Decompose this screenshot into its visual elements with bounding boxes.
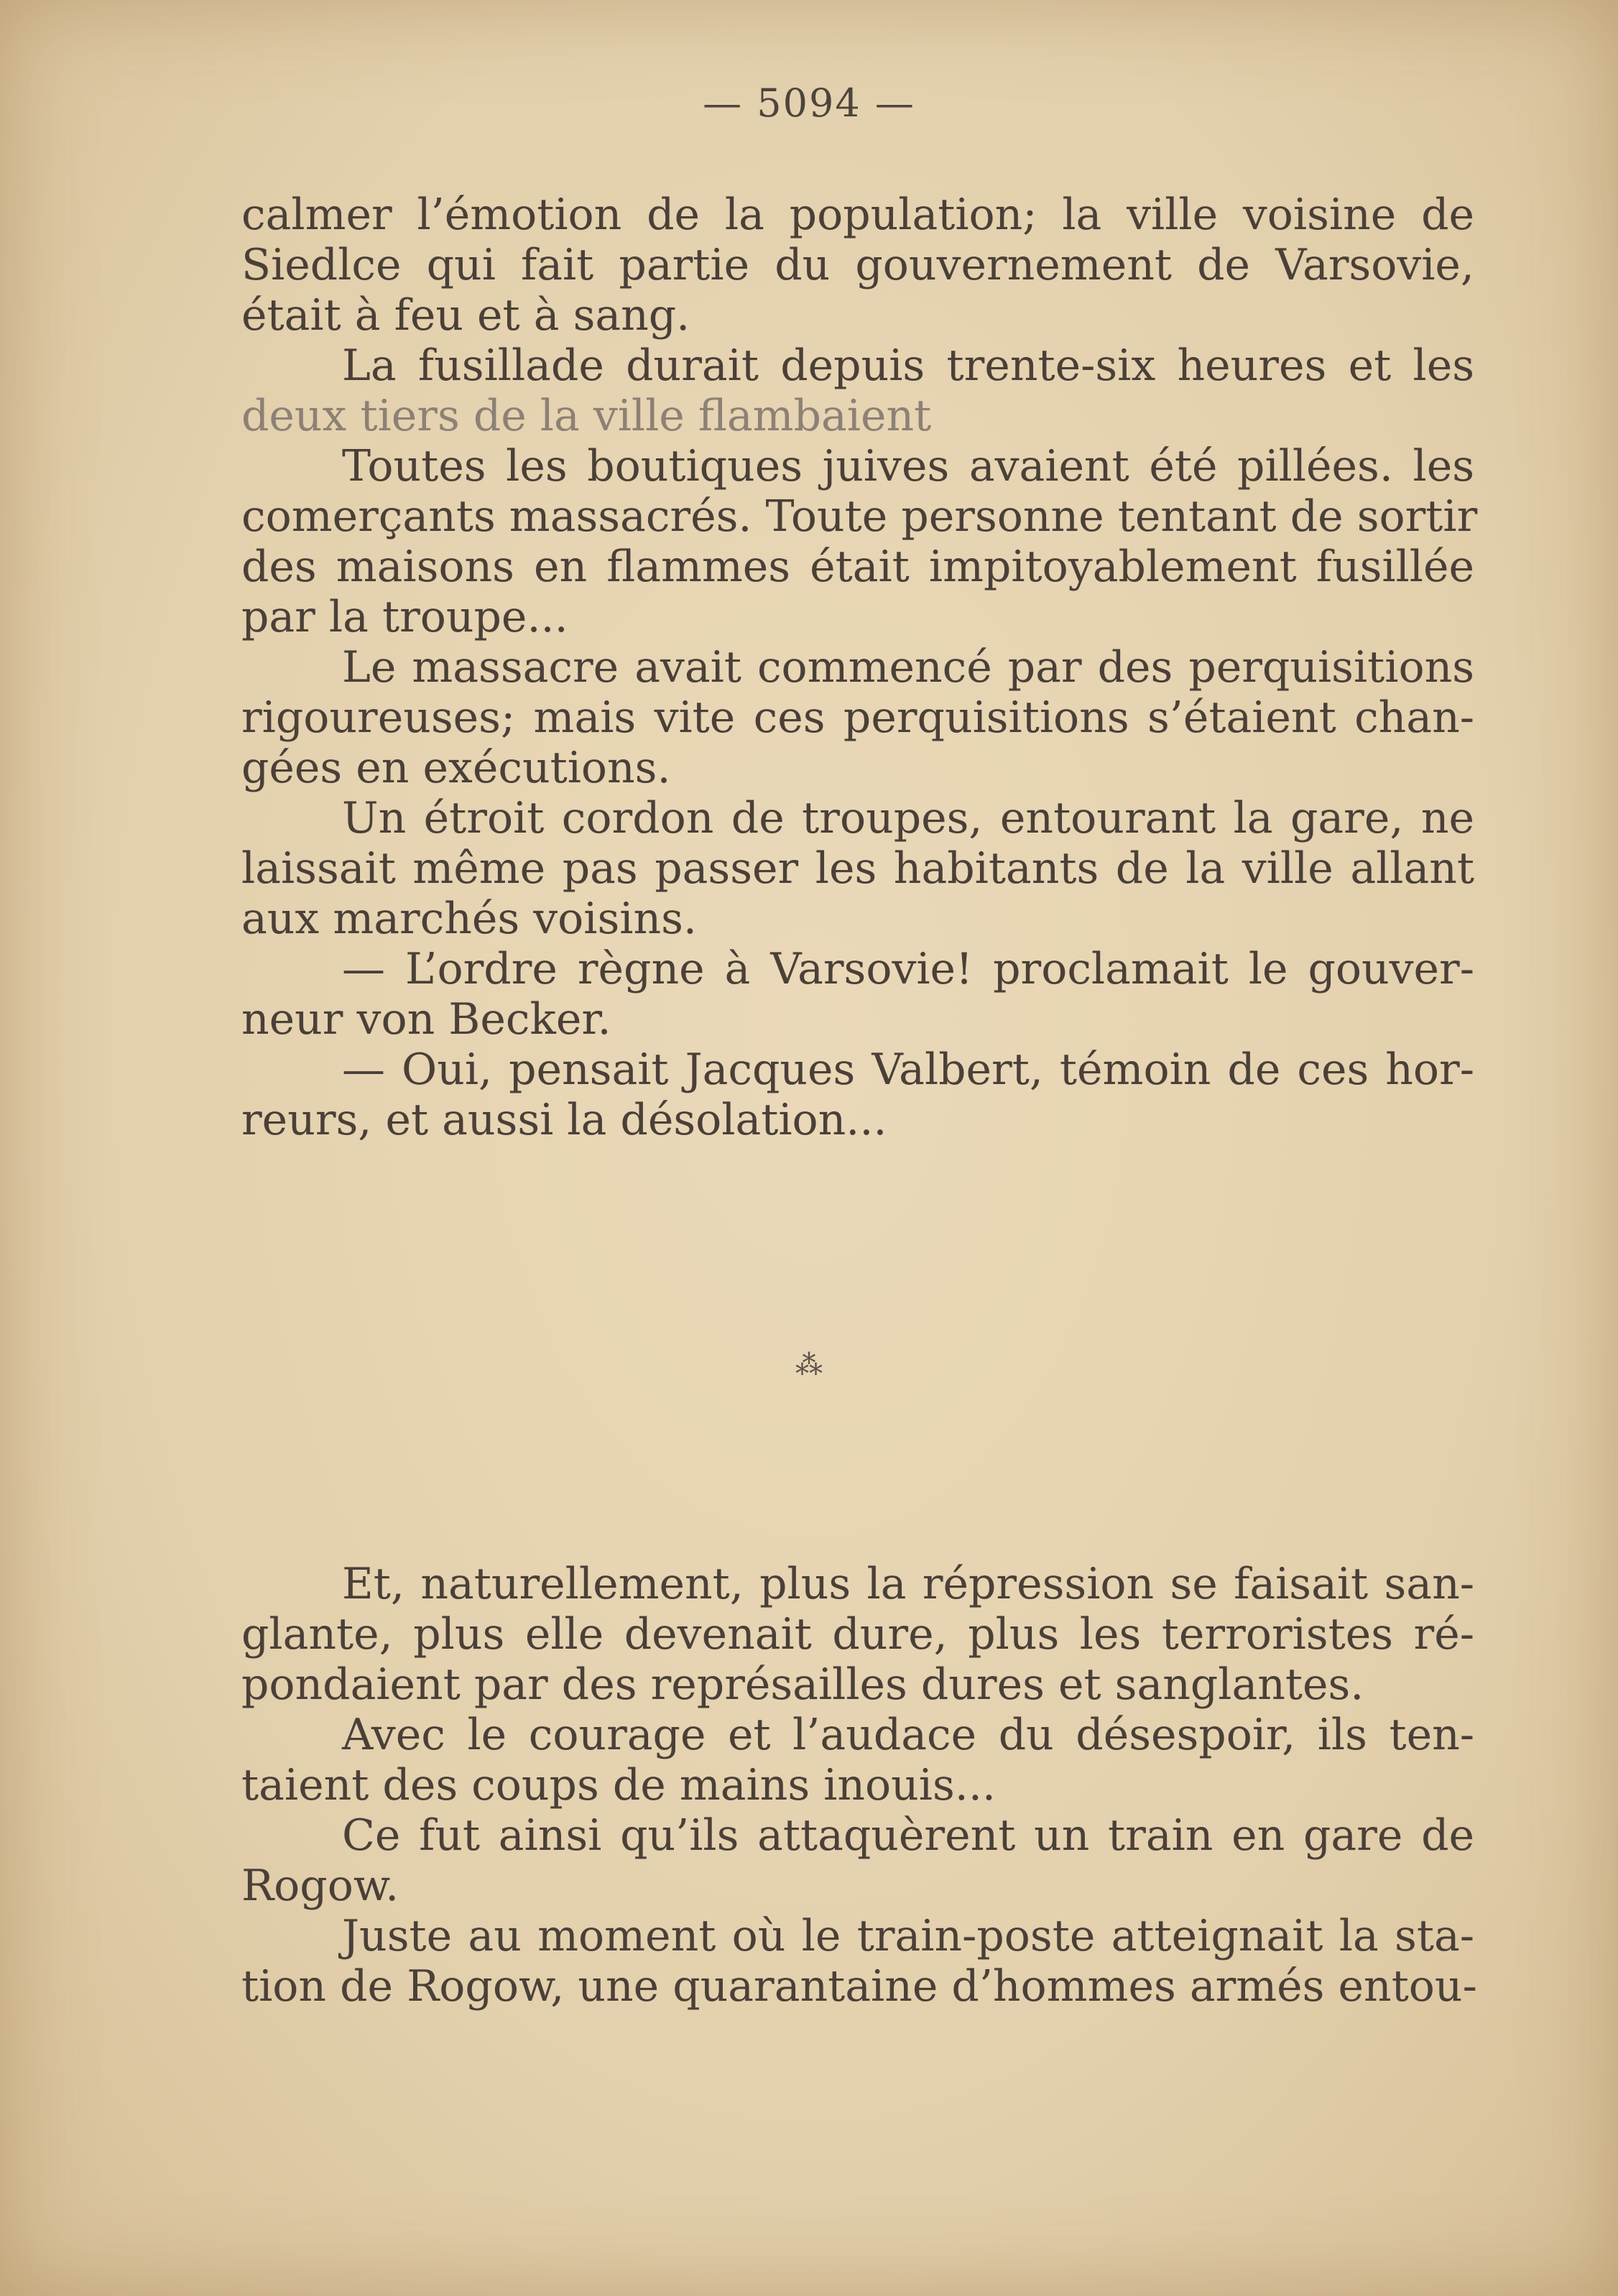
text-line: — Oui, pensait Jacques Valbert, témoin de ces hor- <box>342 1045 1474 1095</box>
text-line: des maisons en flammes était impitoyablement fusillée <box>241 542 1474 592</box>
text-line: neur von Becker. <box>241 994 611 1045</box>
text-line: Et, naturellement, plus la répression se faisait san- <box>342 1559 1474 1609</box>
text-line: Le massacre avait commencé par des perquisitions <box>342 642 1474 693</box>
text-line: reurs, et aussi la désolation... <box>241 1095 887 1145</box>
section-separator-ornament: ⁂ <box>795 1349 823 1381</box>
text-line: La fusillade durait depuis trente-six heures et les <box>342 341 1474 391</box>
text-line: gées en exécutions. <box>241 743 671 793</box>
text-line: Toutes les boutiques juives avaient été pillées. les <box>342 441 1474 491</box>
text-line: Siedlce qui fait partie du gouvernement de Varsovie, <box>241 240 1474 290</box>
text-line: Juste au moment où le train-poste atteignait la sta- <box>342 1911 1474 1961</box>
text-line: laissait même pas passer les habitants de la ville allant <box>241 843 1474 894</box>
text-block-top <box>241 190 1478 1145</box>
page-number: — 5094 — <box>703 80 915 126</box>
text-line: Ce fut ainsi qu’ils attaquèrent un train en gare de <box>342 1810 1474 1861</box>
text-line: calmer l’émotion de la population; la ville voisine de <box>241 190 1474 240</box>
text-line: tion de Rogow, une quarantaine d’hommes armés entou- <box>241 1961 1477 2012</box>
text-line: taient des coups de mains inouis... <box>241 1760 996 1810</box>
text-line: aux marchés voisins. <box>241 894 697 944</box>
text-line: — L’ordre règne à Varsovie! proclamait le gouver- <box>342 944 1474 994</box>
text-line: rigoureuses; mais vite ces perquisitions s’étaient chan- <box>241 693 1474 743</box>
text-line: par la troupe... <box>241 592 568 642</box>
text-line: comerçants massacrés. Toute personne tentant de sortir <box>241 491 1478 542</box>
text-line: était à feu et à sang. <box>241 290 690 341</box>
text-line: Avec le courage et l’audace du désespoir, ils ten- <box>342 1710 1474 1760</box>
text-line: pondaient par des représailles dures et sanglantes. <box>241 1659 1364 1710</box>
text-line: deux tiers de la ville flambaient <box>241 391 932 441</box>
text-line: Rogow. <box>241 1861 399 1911</box>
text-line: Un étroit cordon de troupes, entourant la gare, ne <box>342 793 1474 843</box>
text-line: glante, plus elle devenait dure, plus les terroristes ré- <box>241 1609 1474 1659</box>
text-block-bottom <box>241 1559 1477 2012</box>
